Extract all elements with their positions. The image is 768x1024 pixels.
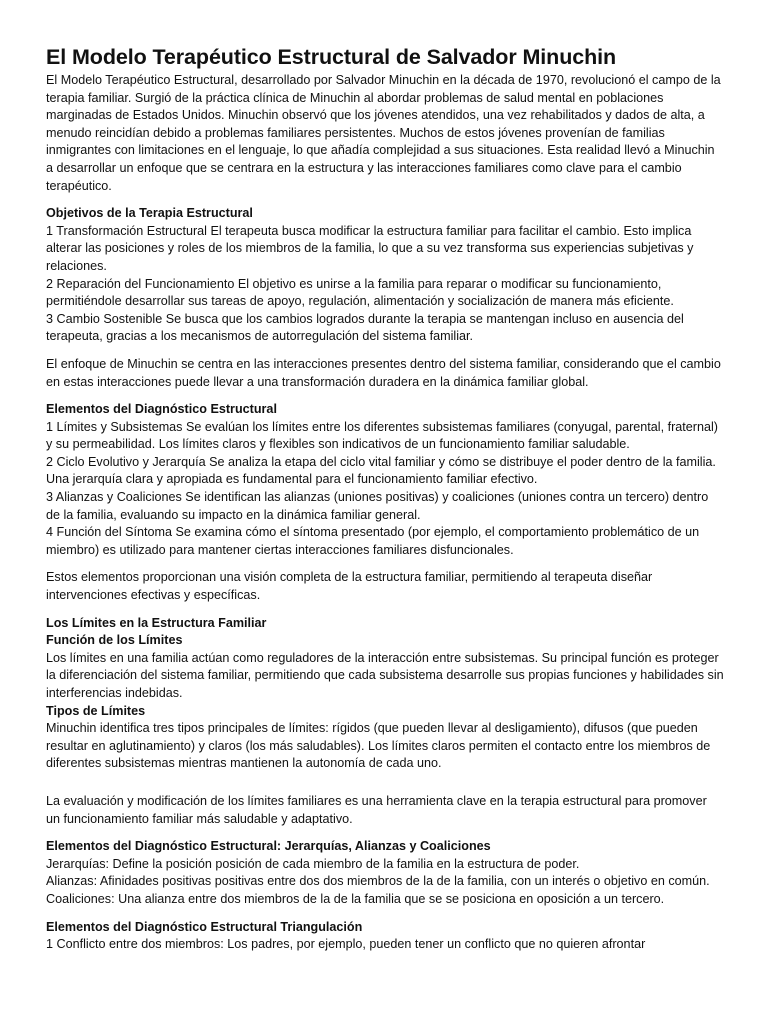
spacer — [46, 559, 724, 569]
jerarquias-item: Coaliciones: Una alianza entre dos miembros de la de la familia que se se posiciona en oposición a un tercero. — [46, 891, 665, 906]
objetivo-item: 1 Transformación Estructural El terapeuta busca modificar la estructura familiar para facilitar el cambio. Esto implica alterar las posiciones y roles de los miembros de la familia, lo que a su vez transforma sus experiencias subjetivas y relaciones. — [46, 223, 694, 273]
tipos-limites-text: Minuchin identifica tres tipos principales de límites: rígidos (que pueden llevar al desligamiento), difusos (que pueden resultar en aglutinamiento) y claros (los más saludables). Los límites claros permiten el contacto entre los miembros de diferentes subsistemas mientras mantienen la autonomía de cada uno. — [46, 721, 711, 771]
objetivo-item: 2 Reparación del Funcionamiento El objetivo es unirse a la familia para reparar o modificar su funcionamiento, permitiéndole desarrollar sus tareas de apoyo, regulación, alimentación y socialización de manera más eficiente. — [46, 276, 674, 309]
jerarquias-item: Alianzas: Afinidades positivas positivas entre dos dos miembros de la de la familia, con un interés o objetivo en común. — [46, 874, 710, 889]
tipos-limites-heading: Tipos de Límites — [46, 703, 146, 718]
objetivos-heading: Objetivos de la Terapia Estructural — [46, 206, 253, 221]
spacer — [46, 773, 724, 793]
funcion-limites-heading: Función de los Límites — [46, 633, 183, 648]
elementos-heading: Elementos del Diagnóstico Estructural — [46, 402, 277, 417]
elemento-item: 4 Función del Síntoma Se examina cómo el síntoma presentado (por ejemplo, el comportamiento problemático de un miembro) es utilizado para mantener ciertas interacciones familiares disfuncionales. — [46, 525, 700, 557]
elemento-item: 2 Ciclo Evolutivo y Jerarquía Se analiza la etapa del ciclo vital familiar y cómo se distribuye el poder dentro de la familia. Una jerarquía clara y apropiada es fundamental para el funcionamiento familiar efectivo. — [46, 454, 716, 487]
jerarquias-item: Jerarquías: Define la posición posición de cada miembro de la familia en la estructura de poder. — [46, 856, 580, 871]
page-title: El Modelo Terapéutico Estructural de Salvador Minuchin — [46, 45, 617, 69]
spacer — [46, 828, 724, 838]
limites-heading: Los Límites en la Estructura Familiar — [46, 615, 267, 630]
elemento-item: 3 Alianzas y Coaliciones Se identifican las alianzas (uniones positivas) y coaliciones (uniones contra un tercero) dentro de la familia, evaluando su impacto en la dinámica familiar general. — [46, 490, 709, 522]
elementos-summary: Estos elementos proporcionan una visión completa de la estructura familiar, permitiendo al terapeuta diseñar intervenciones efectivas y específicas. — [46, 570, 653, 603]
objetivo-item: 3 Cambio Sostenible Se busca que los cambios logrados durante la terapia se mantengan incluso en ausencia del terapeuta, gracias a los mecanismos de autorregulación del sistema familiar. — [46, 311, 684, 344]
triangulacion-item: 1 Conflicto entre dos miembros: Los padres, por ejemplo, pueden tener un conflicto que no quieren afrontar — [46, 937, 646, 952]
evaluacion-paragraph: La evaluación y modificación de los límites familiares es una herramienta clave en la terapia estructural para promover un funcionamiento familiar más saludable y adaptativo. — [46, 793, 707, 826]
spacer — [46, 391, 724, 401]
triangulacion-heading: Elementos del Diagnóstico Estructural Triangulación — [46, 919, 363, 934]
spacer — [46, 909, 724, 919]
intro-paragraph: El Modelo Terapéutico Estructural, desarrollado por Salvador Minuchin en la década de 1970, revolucionó el campo de la terapia familiar. Surgió de la práctica clínica de Minuchin al abordar problemas de salud mental en poblaciones marginadas de Estados Unidos. Minuchin observó que los jóvenes atendidos, una vez rehabilitados y dados de alta, a menudo reincidían debido a problemas familiares persistentes. Muchos de estos jóvenes provenían de familias inmigrantes con limitaciones en el lenguaje, lo que añadía complejidad a sus situaciones. Esta realidad llevó a Minuchin a desarrollar un enfoque que se centrara en la estructura y las interacciones familiares como clave para el cambio terapéutico. — [46, 73, 721, 193]
spacer — [46, 346, 724, 356]
elemento-item: 1 Límites y Subsistemas Se evalúan los límites entre los diferentes subsistemas familiares (conyugal, parental, fraternal) y su permeabilidad. Los límites claros y flexibles son indicativos de un funcionamiento familiar saludable. — [46, 419, 718, 452]
jerarquias-heading: Elementos del Diagnóstico Estructural: Jerarquías, Alianzas y Coaliciones — [46, 839, 491, 854]
spacer — [46, 605, 724, 615]
enfoque-paragraph: El enfoque de Minuchin se centra en las interacciones presentes dentro del sistema familiar, considerando que el cambio en estas interacciones puede llevar a una transformación duradera en la dinámica familiar global. — [46, 356, 721, 389]
spacer — [46, 195, 724, 205]
funcion-limites-text: Los límites en una familia actúan como reguladores de la interacción entre subsistemas. Su principal función es proteger la diferenciación del sistema familiar, permitiendo que cada subsistema desarrolle sus propias funciones y habilidades sin interferencias indebidas. — [46, 650, 724, 700]
